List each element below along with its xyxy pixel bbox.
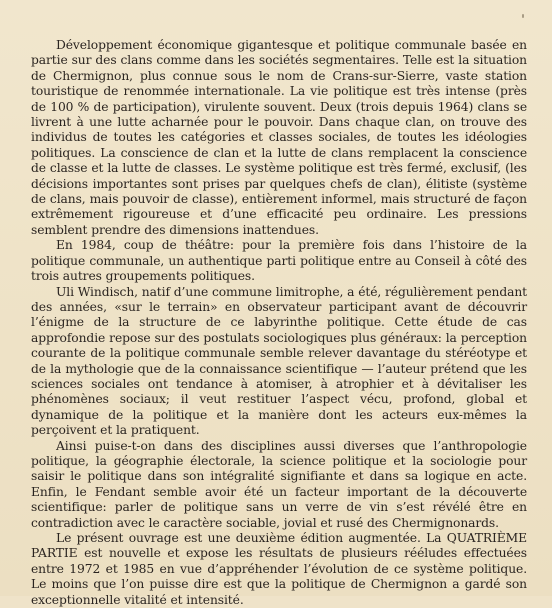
paragraph-3: Uli Windisch, natif d’une commune limitrophe, a été, régulièrement pendant des années, «sur le terrain» en observateur participant avant de découvrir l’énigme de la structure de ce labyrinthe politique. Cette étude de cas approfondie repose sur des postulats sociologiques plus généraux: la perception courante de la politique communale semble relever davantage du stéréotype et de la mythologie que de la connaissance scientifique — l’auteur prétend que les sciences sociales ont tendance à atomiser, à atrophier et à dévitaliser les phénomènes sociaux; il veut restituer l’aspect vécu, profond, global et dynamique de la politique et la manière dont les acteurs eux-mêmes la perçoivent et la pratiquent. xyxy=(31,284,527,438)
paragraph-2: En 1984, coup de théâtre: pour la première fois dans l’histoire de la politique communale, un authentique parti politique entre au Conseil à côté des trois autres groupements politiques. xyxy=(31,238,527,284)
paragraph-4: Ainsi puise-t-on dans des disciplines aussi diverses que l’anthropologie politique, la géographie électorale, la science politique et la sociologie pour saisir le politique dans son intégralité signifiante et dans sa logique en acte. Enfin, le Fendant semble avoir été un facteur important de la découverte scientifique: parler de politique sans un verre de vin s’est révélé être en contradiction avec le caractère sociable, jovial et rusé des Chermignonards. xyxy=(31,438,527,530)
page-speck-mark xyxy=(522,14,524,18)
paragraph-1: Développement économique gigantesque et politique communale basée en partie sur des clans comme dans les sociétés segmentaires. Telle est la situation de Chermignon, plus connue sous le nom de Crans-sur-Sierre, vaste station touristique de renommée internationale. La vie politique est très intense (près de 100 % de participation), virulente souvent. Deux (trois depuis 1964) clans se livrent à une lutte acharnée pour le pouvoir. Dans chaque clan, on trouve des individus de toutes les catégories et classes sociales, de toutes les idéologies politiques. La conscience de clan et la lutte de clans remplacent la conscience de classe et la lutte de classes. Le système politique est très fermé, exclusif, (les décisions importantes sont prises par quelques chefs de clan), élitiste (système de clans, mais pouvoir de classe), entièrement informel, mais structuré de façon extrêmement rigoureuse et d’une efficacité peu ordinaire. Les pressions semblent prendre des dimensions inattendues. xyxy=(31,38,527,237)
body-text xyxy=(31,38,527,608)
paragraph-5: Le présent ouvrage est une deuxième édition augmentée. La QUATRIÈME PARTIE est nouvelle et expose les résultats de plusieurs rééludes effectuées entre 1972 et 1985 en vue d’appréhender l’évolution de ce système politique. Le moins que l’on puisse dire est que la politique de Chermignon a gardé son exceptionnelle vitalité et intensité. xyxy=(31,531,527,607)
